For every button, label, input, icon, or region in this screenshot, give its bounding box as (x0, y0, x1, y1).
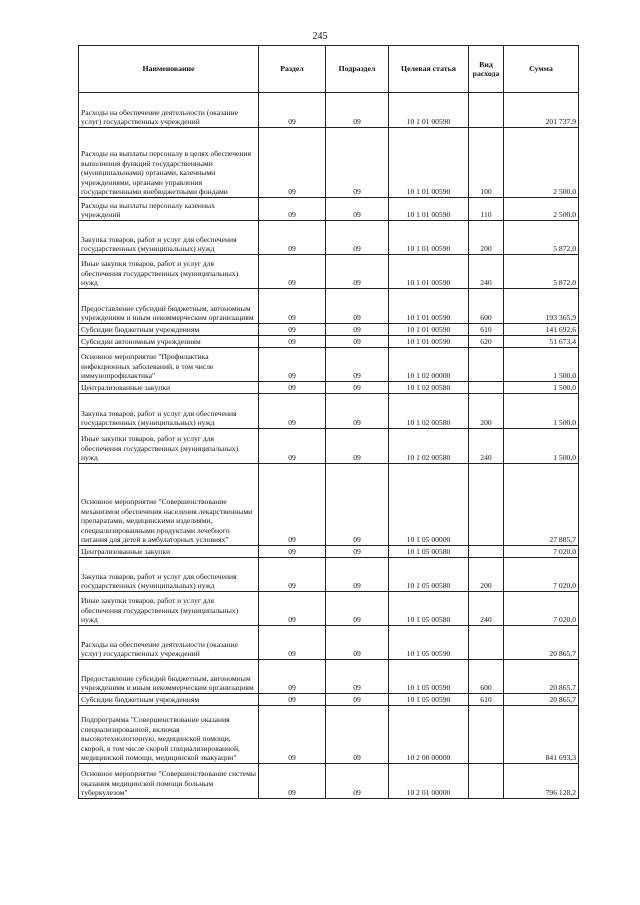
row-summa: 193 365,9 (504, 289, 579, 324)
row-razdel: 09 (259, 382, 326, 394)
budget-table (78, 45, 579, 799)
row-name: Закупка товаров, работ и услуг для обеспечения государственных (муниципальных) нужд (79, 558, 259, 592)
header-summa: Сумма (504, 46, 579, 93)
row-razdel: 09 (259, 394, 326, 429)
row-podrazdel: 09 (326, 93, 389, 128)
row-razdel: 09 (259, 626, 326, 660)
row-name: Централизованные закупки (79, 546, 259, 558)
row-podrazdel: 09 (326, 394, 389, 429)
table-header-row (79, 46, 579, 93)
page-number: 245 (312, 31, 328, 42)
row-podrazdel: 09 (326, 429, 389, 464)
row-podrazdel: 09 (326, 626, 389, 660)
row-summa: 1 500,0 (504, 382, 579, 394)
row-podrazdel: 09 (326, 289, 389, 324)
row-vid: 620 (469, 336, 504, 348)
row-summa: 5 872,0 (504, 255, 579, 289)
header-statya: Целевая статья (389, 46, 469, 93)
row-statya: 10 1 01 00590 (389, 255, 469, 289)
row-summa: 796 128,2 (504, 764, 579, 799)
row-podrazdel: 09 (326, 706, 389, 764)
row-podrazdel: 09 (326, 324, 389, 336)
row-razdel: 09 (259, 429, 326, 464)
row-statya: 10 1 01 00590 (389, 289, 469, 324)
row-summa: 841 693,3 (504, 706, 579, 764)
row-statya: 10 1 05 00580 (389, 592, 469, 626)
row-name: Субсидии бюджетным учреждениям (79, 694, 259, 706)
row-name: Субсидии автономным учреждениям (79, 336, 259, 348)
row-statya: 10 1 05 00580 (389, 546, 469, 558)
table-row (79, 464, 579, 546)
row-statya: 10 1 01 00590 (389, 198, 469, 221)
table-row (79, 429, 579, 464)
row-name: Предоставление субсидий бюджетным, автономным учреждениям и иным некоммерческим организациям (79, 289, 259, 324)
table-row (79, 660, 579, 694)
table-body (79, 93, 579, 799)
row-podrazdel: 09 (326, 382, 389, 394)
row-summa: 1 500,0 (504, 394, 579, 429)
row-summa: 7 020,0 (504, 592, 579, 626)
row-name: Закупка товаров, работ и услуг для обеспечения государственных (муниципальных) нужд (79, 221, 259, 255)
row-vid: 240 (469, 592, 504, 626)
row-razdel: 09 (259, 694, 326, 706)
row-podrazdel: 09 (326, 348, 389, 382)
row-summa: 2 500,0 (504, 128, 579, 198)
row-summa: 1 500,0 (504, 348, 579, 382)
row-name: Основное мероприятие "Профилактика инфекционных заболеваний, в том числе иммунопрофилактика" (79, 348, 259, 382)
row-statya: 10 1 05 00590 (389, 694, 469, 706)
row-vid: 240 (469, 429, 504, 464)
row-vid (469, 93, 504, 128)
row-summa: 201 737,9 (504, 93, 579, 128)
row-summa: 141 692,6 (504, 324, 579, 336)
row-name: Подпрограмма "Совершенствование оказания специализированной, включая высокотехнологичную, медицинской помощи, скорой, в том числе скорой специализированной, медицинской помощи, медицинской эвакуации" (79, 706, 259, 764)
table-row (79, 546, 579, 558)
row-podrazdel: 09 (326, 694, 389, 706)
row-name: Расходы на обеспечение деятельности (оказание услуг) государственных учреждений (79, 93, 259, 128)
table-row (79, 198, 579, 221)
table-row (79, 348, 579, 382)
row-vid: 200 (469, 221, 504, 255)
row-statya: 10 1 02 00580 (389, 429, 469, 464)
row-podrazdel: 09 (326, 592, 389, 626)
row-podrazdel: 09 (326, 546, 389, 558)
row-razdel: 09 (259, 660, 326, 694)
row-statya: 10 1 01 00590 (389, 128, 469, 198)
table-row (79, 394, 579, 429)
row-name: Иные закупки товаров, работ и услуг для обеспечения государственных (муниципальных) нужд (79, 592, 259, 626)
row-podrazdel: 09 (326, 336, 389, 348)
row-podrazdel: 09 (326, 128, 389, 198)
row-name: Расходы на выплаты персоналу в целях обеспечения выполнения функций государственными (муниципальными) органами, казенными учреждениями, органами управления государственными внебюджетными фондами (79, 128, 259, 198)
row-podrazdel: 09 (326, 558, 389, 592)
row-statya: 10 1 01 00590 (389, 324, 469, 336)
row-statya: 10 1 02 00580 (389, 382, 469, 394)
table-row (79, 558, 579, 592)
row-razdel: 09 (259, 93, 326, 128)
row-statya: 10 1 05 00590 (389, 660, 469, 694)
row-summa: 2 500,0 (504, 198, 579, 221)
table-row (79, 626, 579, 660)
table-row (79, 694, 579, 706)
row-podrazdel: 09 (326, 198, 389, 221)
row-name: Основное мероприятие "Совершенствование механизмов обеспечения населения лекарственными препаратами, медицинскими изделиями, специализированными продуктами лечебного питания для детей в амбулаторных условиях" (79, 464, 259, 546)
row-razdel: 09 (259, 289, 326, 324)
row-name: Расходы на выплаты персоналу казенных учреждений (79, 198, 259, 221)
row-razdel: 09 (259, 464, 326, 546)
table-row (79, 382, 579, 394)
table-row (79, 128, 579, 198)
table-row (79, 255, 579, 289)
table-row (79, 93, 579, 128)
row-summa: 7 020,0 (504, 558, 579, 592)
row-summa: 5 872,0 (504, 221, 579, 255)
row-summa: 7 020,0 (504, 546, 579, 558)
row-vid (469, 764, 504, 799)
row-vid: 110 (469, 198, 504, 221)
row-razdel: 09 (259, 764, 326, 799)
row-name: Предоставление субсидий бюджетным, автономным учреждениям и иным некоммерческим организациям (79, 660, 259, 694)
row-razdel: 09 (259, 221, 326, 255)
table-row (79, 336, 579, 348)
row-statya: 10 1 01 00590 (389, 221, 469, 255)
header-vid: Вид расхода (469, 46, 504, 93)
row-podrazdel: 09 (326, 660, 389, 694)
row-vid: 600 (469, 660, 504, 694)
row-podrazdel: 09 (326, 255, 389, 289)
row-summa: 27 885,7 (504, 464, 579, 546)
row-statya: 10 2 00 00000 (389, 706, 469, 764)
row-summa: 51 673,4 (504, 336, 579, 348)
row-statya: 10 1 02 00000 (389, 348, 469, 382)
row-vid: 610 (469, 694, 504, 706)
row-name: Закупка товаров, работ и услуг для обеспечения государственных (муниципальных) нужд (79, 394, 259, 429)
row-statya: 10 1 01 00590 (389, 93, 469, 128)
row-vid: 200 (469, 394, 504, 429)
row-statya: 10 1 02 00580 (389, 394, 469, 429)
row-razdel: 09 (259, 324, 326, 336)
table-row (79, 324, 579, 336)
row-vid (469, 348, 504, 382)
row-vid (469, 382, 504, 394)
row-vid: 100 (469, 128, 504, 198)
row-name: Субсидии бюджетным учреждениям (79, 324, 259, 336)
row-vid: 610 (469, 324, 504, 336)
row-statya: 10 1 01 00590 (389, 336, 469, 348)
row-vid (469, 546, 504, 558)
row-razdel: 09 (259, 706, 326, 764)
row-vid (469, 706, 504, 764)
row-podrazdel: 09 (326, 221, 389, 255)
row-statya: 10 1 05 00580 (389, 558, 469, 592)
row-podrazdel: 09 (326, 764, 389, 799)
row-razdel: 09 (259, 558, 326, 592)
row-razdel: 09 (259, 546, 326, 558)
row-razdel: 09 (259, 198, 326, 221)
row-vid: 200 (469, 558, 504, 592)
row-name: Иные закупки товаров, работ и услуг для обеспечения государственных (муниципальных) нужд (79, 255, 259, 289)
table-row (79, 764, 579, 799)
row-razdel: 09 (259, 336, 326, 348)
header-razdel: Раздел (259, 46, 326, 93)
row-name: Расходы на обеспечение деятельности (оказание услуг) государственных учреждений (79, 626, 259, 660)
row-razdel: 09 (259, 348, 326, 382)
row-statya: 10 2 01 00000 (389, 764, 469, 799)
row-name: Иные закупки товаров, работ и услуг для обеспечения государственных (муниципальных) нужд (79, 429, 259, 464)
table-row (79, 592, 579, 626)
row-statya: 10 1 05 00000 (389, 464, 469, 546)
row-razdel: 09 (259, 128, 326, 198)
row-statya: 10 1 05 00590 (389, 626, 469, 660)
row-vid: 240 (469, 255, 504, 289)
row-summa: 20 865,7 (504, 694, 579, 706)
header-podrazdel: Подраздел (326, 46, 389, 93)
row-vid (469, 464, 504, 546)
row-podrazdel: 09 (326, 464, 389, 546)
row-summa: 20 865,7 (504, 660, 579, 694)
header-name: Наименование (79, 46, 259, 93)
table-row (79, 221, 579, 255)
row-razdel: 09 (259, 255, 326, 289)
row-razdel: 09 (259, 592, 326, 626)
row-name: Централизованные закупки (79, 382, 259, 394)
row-name: Основное мероприятие "Совершенствование системы оказания медицинской помощи больным туберкулезом" (79, 764, 259, 799)
row-vid: 600 (469, 289, 504, 324)
row-vid (469, 626, 504, 660)
row-summa: 1 500,0 (504, 429, 579, 464)
row-summa: 20 865,7 (504, 626, 579, 660)
table-row (79, 706, 579, 764)
table-row (79, 289, 579, 324)
